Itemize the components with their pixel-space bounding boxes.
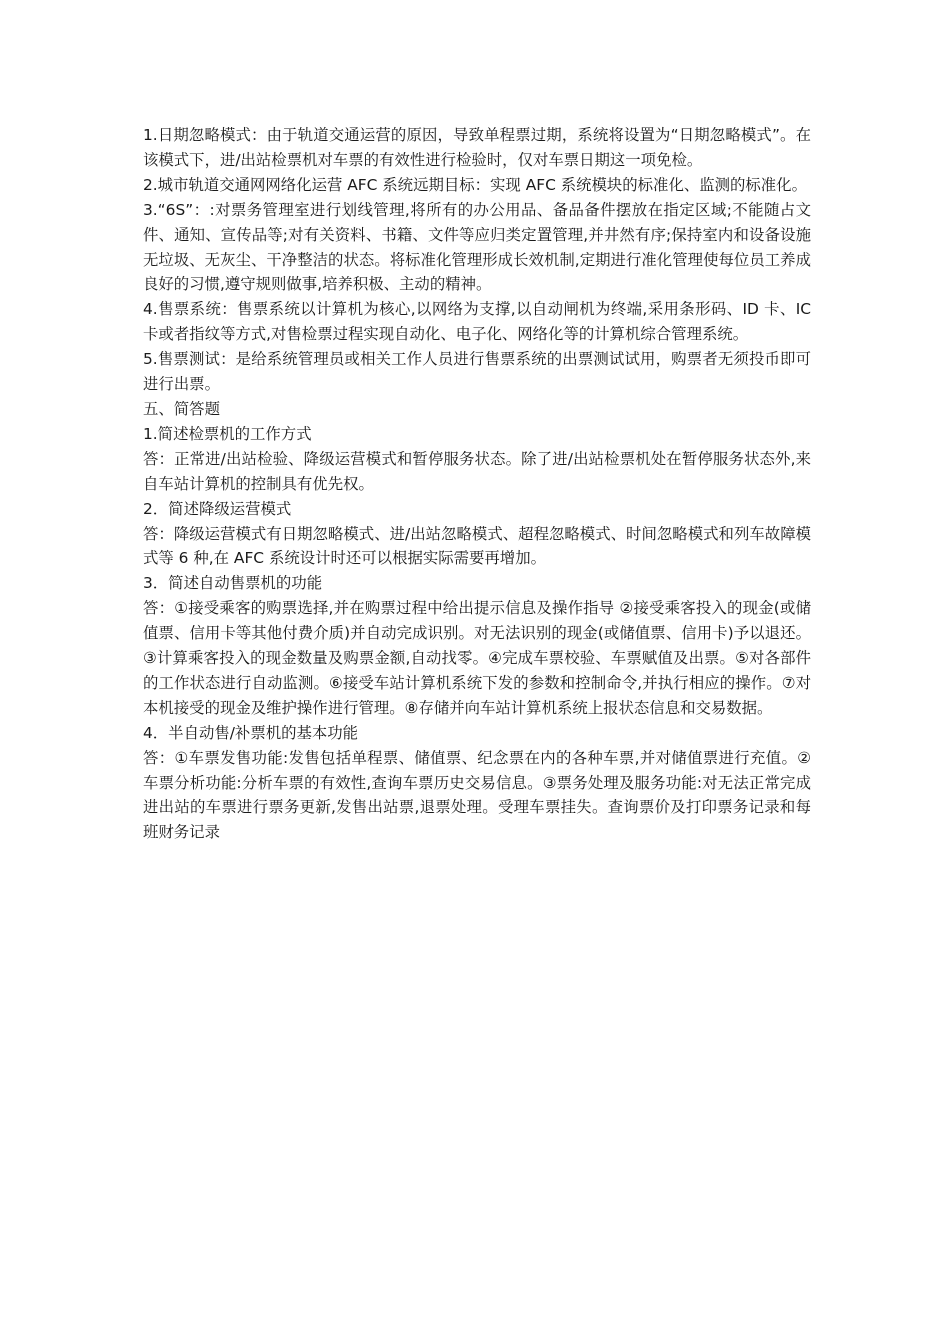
section-heading-short-answer: 五、简答题 <box>143 399 220 418</box>
document-body <box>143 123 811 845</box>
answer-4: 答：①车票发售功能:发售包括单程票、储值票、纪念票在内的各种车票,并对储值票进行充值。②车票分析功能:分析车票的有效性,查询车票历史交易信息。③票务处理及服务功能:对无法正常完成进出站的车票进行票务更新,发售出站票,退票处理。受理车票挂失。查询票价及打印票务记录和每班财务记录 <box>143 748 811 842</box>
question-2: 2．简述降级运营模式 <box>143 499 292 518</box>
answer-2: 答：降级运营模式有日期忽略模式、进/出站忽略模式、超程忽略模式、时间忽略模式和列车故障模式等 6 种,在 AFC 系统设计时还可以根据实际需要再增加。 <box>143 524 811 568</box>
definition-afc-long-term-goal: 2.城市轨道交通网网络化运营 AFC 系统远期目标：实现 AFC 系统模块的标准化、监测的标准化。 <box>143 175 807 194</box>
definition-ticketing-system: 4.售票系统：售票系统以计算机为核心,以网络为支撑,以自动闸机为终端,采用条形码、ID 卡、IC 卡或者指纹等方式,对售检票过程实现自动化、电子化、网络化等的计算机综合管理系统。 <box>143 300 811 344</box>
definition-6s: 3.“6S”：:对票务管理室进行划线管理,将所有的办公用品、备品备件摆放在指定区域;不能随占文件、通知、宣传品等;对有关资料、书籍、文件等应归类定置管理,并井然有序;保持室内和设备设施无垃圾、无灰尘、干净整洁的状态。将标准化管理形成长效机制,定期进行准化管理使每位员工养成良好的习惯,遵守规则做事,培养积极、主动的精神。 <box>143 200 811 294</box>
question-3: 3．简述自动售票机的功能 <box>143 574 323 593</box>
definition-ticketing-test: 5.售票测试：是给系统管理员或相关工作人员进行售票系统的出票测试试用，购票者无须投币即可进行出票。 <box>143 350 811 394</box>
question-4: 4．半自动售/补票机的基本功能 <box>143 723 359 742</box>
question-1: 1.简述检票机的工作方式 <box>143 424 312 443</box>
answer-1: 答：正常进/出站检验、降级运营模式和暂停服务状态。除了进/出站检票机处在暂停服务状态外,来自车站计算机的控制具有优先权。 <box>143 449 811 493</box>
definition-date-ignore-mode: 1.日期忽略模式：由于轨道交通运营的原因，导致单程票过期，系统将设置为“日期忽略模式”。在该模式下，进/出站检票机对车票的有效性进行检验时，仅对车票日期这一项免检。 <box>143 126 811 169</box>
answer-3: 答：①接受乘客的购票选择,并在购票过程中给出提示信息及操作指导 ②接受乘客投入的现金(或储值票、信用卡等其他付费介质)并自动完成识别。对无法识别的现金(或储值票、信用卡)予以退还。③计算乘客投入的现金数量及购票金额,自动找零。④完成车票校验、车票赋值及出票。⑤对各部件的工作状态进行自动监测。⑥接受车站计算机系统下发的参数和控制命令,并执行相应的操作。⑦对本机接受的现金及维护操作进行管理。⑧存储并向车站计算机系统上报状态信息和交易数据。 <box>143 599 811 717</box>
